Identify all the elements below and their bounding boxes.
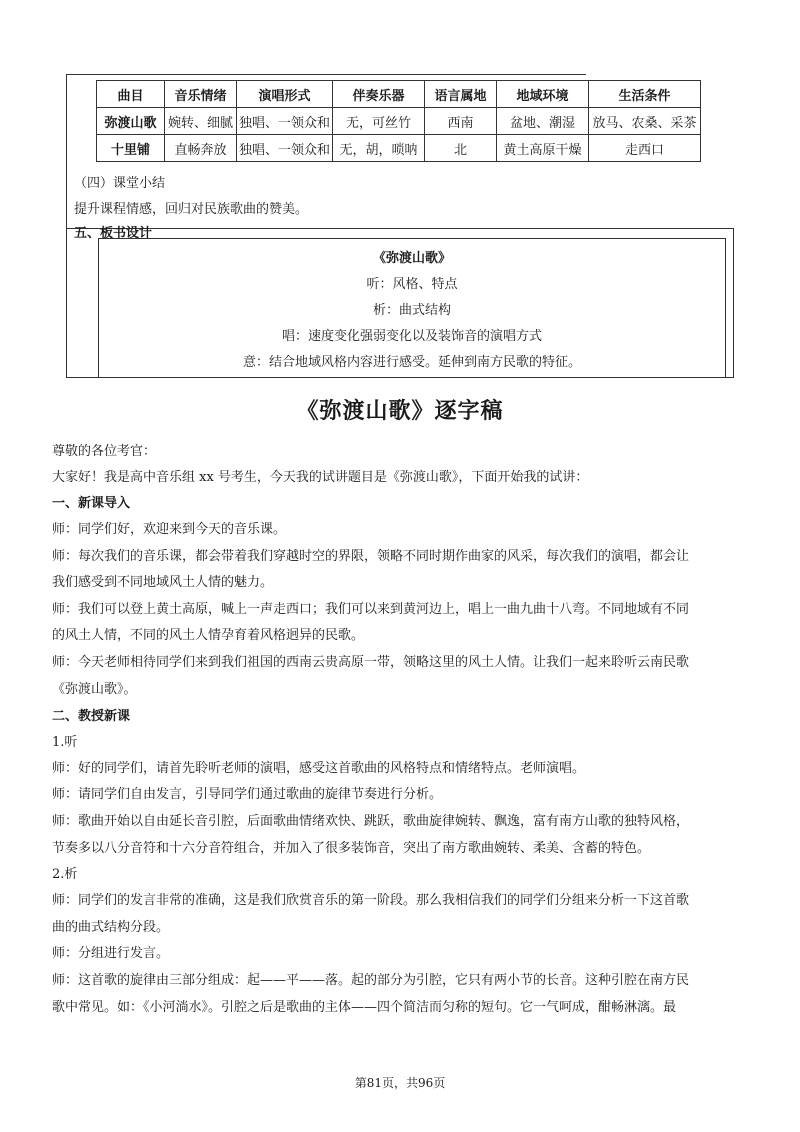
paragraph: 师：同学们好，欢迎来到今天的音乐课。 <box>52 522 287 537</box>
frame-divider <box>66 228 734 229</box>
table-header: 演唱形式 <box>237 81 333 108</box>
table-cell: 黄土高原干燥 <box>497 135 589 162</box>
paragraph: 师：请同学们自由发言，引导同学们通过歌曲的旋律节奏进行分析。 <box>52 787 443 802</box>
paragraph: 节奏多以八分音符和十六分音符组合，并加入了很多装饰音，突出了南方歌曲婉转、柔美、含蓄的特色。 <box>52 841 651 856</box>
table-cell: 无，可丝竹 <box>333 108 425 135</box>
table-cell: 婉转、细腻 <box>165 108 237 135</box>
paragraph: 大家好！我是高中音乐组 xx 号考生，今天我的试讲题目是《弥渡山歌》，下面开始我的试讲： <box>52 470 589 485</box>
paragraph: 《弥渡山歌》。 <box>52 682 137 697</box>
table-cell: 无，胡，唢呐 <box>333 135 425 162</box>
board-design-box <box>98 238 726 378</box>
paragraph: 的风土人情，不同的风土人情孕育着风格迥异的民歌。 <box>52 628 365 643</box>
section-heading: 一、新课导入 <box>52 496 131 511</box>
table-cell: 西南 <box>425 108 497 135</box>
table-cell: 独唱、一领众和 <box>237 108 333 135</box>
table-cell: 北 <box>425 135 497 162</box>
subsection-heading: 2.析 <box>52 867 78 882</box>
table-cell: 盆地、潮湿 <box>497 108 589 135</box>
paragraph: 我们感受到不同地域风土人情的魅力。 <box>52 575 274 590</box>
paragraph: 尊敬的各位考官： <box>52 444 157 459</box>
subsection-heading: 1.听 <box>52 735 78 750</box>
board-line: 听：风格、特点 <box>366 277 458 292</box>
table-header-row <box>97 81 701 108</box>
summary-heading: （四）课堂小结 <box>74 176 166 191</box>
board-line: 唱：速度变化强弱变化以及装饰音的演唱方式 <box>281 329 542 344</box>
page-title: 《弥渡山歌》逐字稿 <box>296 398 504 424</box>
paragraph: 师：每次我们的音乐课，都会带着我们穿越时空的界限，领略不同时期作曲家的风采，每次我们的演唱，都会让 <box>52 549 690 564</box>
section-heading: 二、教授新课 <box>52 709 131 724</box>
table-cell: 走西口 <box>589 135 701 162</box>
table-header: 地域环境 <box>497 81 589 108</box>
board-line: 析：曲式结构 <box>372 303 451 318</box>
page-number: 第81页，共96页 <box>354 1076 446 1090</box>
table-row <box>97 135 701 162</box>
board-title: 《弥渡山歌》 <box>372 251 451 266</box>
paragraph: 师：这首歌的旋律由三部分组成：起——平——落。起的部分为引腔，它只有两小节的长音。这种引腔在南方民 <box>52 973 690 988</box>
paragraph: 师：歌曲开始以自由延长音引腔，后面歌曲情绪欢快、跳跃，歌曲旋律婉转、飘逸，富有南方山歌的独特风格， <box>52 814 690 829</box>
board-heading: 五、板书设计 <box>74 226 153 241</box>
paragraph: 师：好的同学们，请首先聆听老师的演唱，感受这首歌曲的风格特点和情绪特点。老师演唱。 <box>52 761 586 776</box>
summary-text: 提升课程情感，回归对民族歌曲的赞美。 <box>74 202 309 217</box>
table-cell: 独唱、一领众和 <box>237 135 333 162</box>
table-cell: 弥渡山歌 <box>97 108 165 135</box>
paragraph: 歌中常见。如：《小河淌水》。引腔之后是歌曲的主体——四个简洁而匀称的短句。它一气呵成，酣畅淋漓。最 <box>52 1000 677 1015</box>
table-header: 音乐情绪 <box>165 81 237 108</box>
frame-left <box>66 74 67 378</box>
table-header: 伴奏乐器 <box>333 81 425 108</box>
table-cell: 直畅奔放 <box>165 135 237 162</box>
table-row <box>97 108 701 135</box>
comparison-table <box>96 80 701 162</box>
table-header: 生活条件 <box>589 81 701 108</box>
paragraph: 师：我们可以登上黄土高原，喊上一声走西口；我们可以来到黄河边上，唱上一曲九曲十八弯。不同地域有不同 <box>52 602 690 617</box>
frame-top <box>66 74 586 75</box>
table-cell: 放马、农桑、采茶 <box>589 108 701 135</box>
table-header: 曲目 <box>97 81 165 108</box>
paragraph: 师：同学们的发言非常的准确，这是我们欣赏音乐的第一阶段。那么我相信我们的同学们分组来分析一下这首歌 <box>52 893 690 908</box>
paragraph: 师：分组进行发言。 <box>52 946 170 961</box>
frame-right <box>733 228 734 378</box>
table-header: 语言属地 <box>425 81 497 108</box>
board-line: 意：结合地域风格内容进行感受。延伸到南方民歌的特征。 <box>242 355 581 370</box>
table-cell: 十里铺 <box>97 135 165 162</box>
paragraph: 曲的曲式结构分段。 <box>52 920 170 935</box>
paragraph: 师：今天老师相待同学们来到我们祖国的西南云贵高原一带，领略这里的风土人情。让我们一起来聆听云南民歌 <box>52 655 690 670</box>
